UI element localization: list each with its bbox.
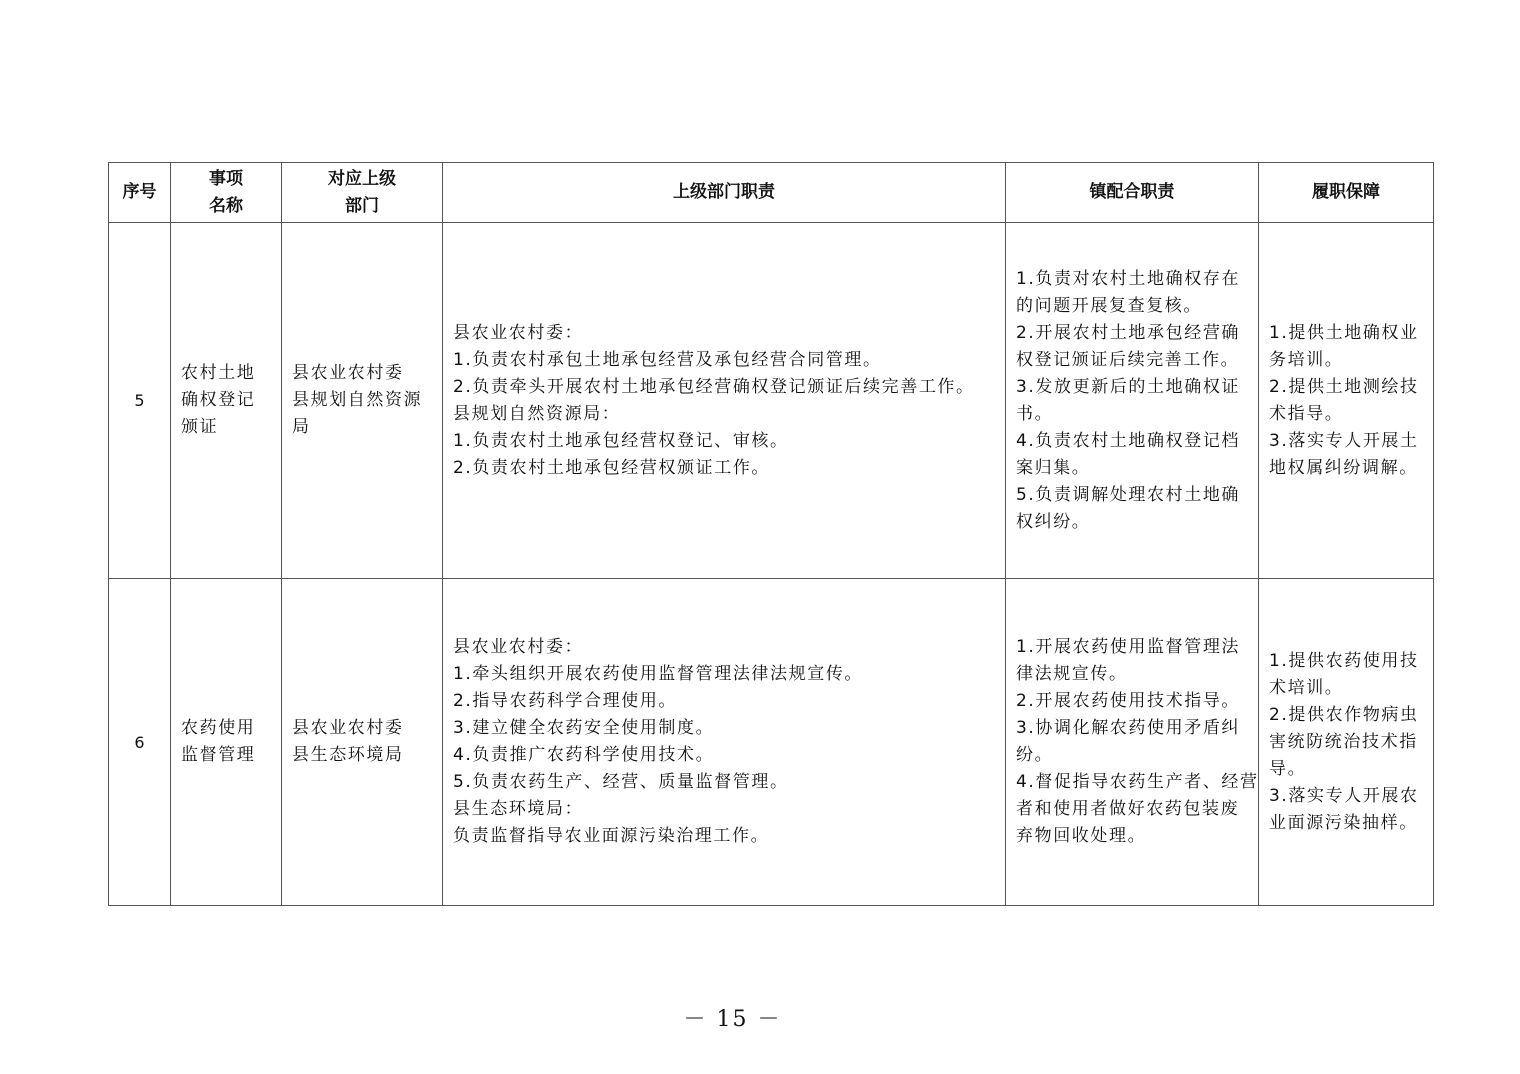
- header-guarantee: 履职保障: [1259, 163, 1434, 223]
- item-name: [171, 579, 282, 906]
- text-line: 农村土地: [181, 363, 256, 383]
- text-line: 术培训。: [1269, 677, 1344, 698]
- text-line: 权登记颁证后续完善工作。: [1016, 349, 1240, 370]
- table-row: [109, 223, 1434, 579]
- table-row: [109, 579, 1434, 906]
- header-dept: [282, 163, 443, 223]
- text-line: 县生态环境局: [292, 745, 404, 765]
- guarantee: [1259, 579, 1434, 906]
- text-line: 监督管理: [181, 745, 256, 765]
- text-line: 3.落实专人开展土: [1269, 430, 1419, 451]
- text-line: 1.提供土地确权业: [1269, 322, 1419, 343]
- table-header-row: [109, 163, 1434, 223]
- text-line: 案归集。: [1016, 457, 1091, 478]
- row-no: 6: [109, 579, 171, 906]
- row-no: 5: [109, 223, 171, 579]
- header-name: [171, 163, 282, 223]
- text-line: 县规划自然资源: [292, 390, 423, 410]
- text-line: 律法规宣传。: [1016, 664, 1128, 684]
- guarantee: [1259, 223, 1434, 579]
- text-line: 县农业农村委: [292, 718, 404, 738]
- text-line: 2.开展农村土地承包经营确: [1016, 322, 1241, 343]
- text-line: 4.负责农村土地确权登记档: [1016, 430, 1241, 451]
- header-dept-line-1: 对应上级: [328, 168, 396, 189]
- town-duties: [1006, 223, 1259, 579]
- text-line: 4.督促指导农药生产者、经营: [1016, 772, 1259, 792]
- text-line: 1.负责农村承包土地承包经营及承包经营合同管理。: [453, 349, 882, 370]
- header-name-line-1: 事项: [209, 168, 243, 189]
- text-line: 5.负责调解处理农村土地确: [1016, 484, 1241, 505]
- item-name: [171, 223, 282, 579]
- header-no: 序号: [109, 163, 171, 223]
- text-line: 负责监督指导农业面源污染治理工作。: [453, 826, 770, 846]
- text-line: 1.负责农村土地承包经营权登记、审核。: [453, 430, 789, 451]
- text-line: 局: [292, 417, 311, 437]
- text-line: 1.负责对农村土地确权存在: [1016, 268, 1241, 289]
- text-line: 2.负责牵头开展农村土地承包经营确权登记颁证后续完善工作。: [453, 376, 975, 397]
- text-line: 5.负责农药生产、经营、质量监督管理。: [453, 772, 789, 792]
- text-line: 2.指导农药科学合理使用。: [453, 691, 678, 711]
- header-town: 镇配合职责: [1006, 163, 1259, 223]
- text-line: 4.负责推广农药科学使用技术。: [453, 745, 715, 765]
- text-line: 务培训。: [1269, 349, 1344, 370]
- header-duty: 上级部门职责: [443, 163, 1006, 223]
- superior-dept: [282, 223, 443, 579]
- text-line: 2.开展农药使用技术指导。: [1016, 691, 1241, 711]
- town-duties: [1006, 579, 1259, 906]
- text-line: 导。: [1269, 758, 1307, 779]
- responsibility-table: [108, 162, 1434, 906]
- text-line: 3.建立健全农药安全使用制度。: [453, 718, 715, 738]
- text-line: 书。: [1016, 403, 1054, 424]
- text-line: 害统防统治技术指: [1269, 731, 1418, 752]
- superior-dept: [282, 579, 443, 906]
- text-line: 地权属纠纷调解。: [1269, 457, 1418, 478]
- header-dept-line-2: 部门: [345, 195, 379, 216]
- text-line: 术指导。: [1269, 403, 1344, 424]
- text-line: 者和使用者做好农药包装废: [1016, 799, 1240, 819]
- superior-duties: [443, 223, 1006, 579]
- text-line: 1.牵头组织开展农药使用监督管理法律法规宣传。: [453, 664, 864, 684]
- text-line: 县规划自然资源局：: [453, 403, 621, 424]
- text-line: 2.负责农村土地承包经营权颁证工作。: [453, 457, 771, 478]
- text-line: 3.落实专人开展农: [1269, 785, 1419, 806]
- page-number: － 15 －: [683, 1007, 782, 1032]
- text-line: 1.提供农药使用技: [1269, 650, 1419, 671]
- text-line: 确权登记: [181, 390, 256, 410]
- text-line: 3.发放更新后的土地确权证: [1016, 376, 1241, 397]
- text-line: 弃物回收处理。: [1016, 826, 1147, 846]
- text-line: 农药使用: [181, 718, 256, 738]
- text-line: 县农业农村委: [292, 363, 404, 383]
- text-line: 纷。: [1016, 745, 1054, 765]
- text-line: 的问题开展复查复核。: [1016, 295, 1202, 316]
- superior-duties: [443, 579, 1006, 906]
- text-line: 3.协调化解农药使用矛盾纠: [1016, 718, 1241, 738]
- text-line: 业面源污染抽样。: [1269, 812, 1418, 833]
- text-line: 县农业农村委：: [453, 322, 584, 343]
- text-line: 县生态环境局：: [453, 799, 584, 819]
- header-name-line-2: 名称: [209, 195, 243, 216]
- text-line: 县农业农村委：: [453, 637, 584, 657]
- text-line: 颁证: [181, 417, 219, 437]
- text-line: 2.提供农作物病虫: [1269, 704, 1419, 725]
- text-line: 1.开展农药使用监督管理法: [1016, 637, 1241, 657]
- text-line: 权纠纷。: [1016, 511, 1091, 532]
- text-line: 2.提供土地测绘技: [1269, 376, 1419, 397]
